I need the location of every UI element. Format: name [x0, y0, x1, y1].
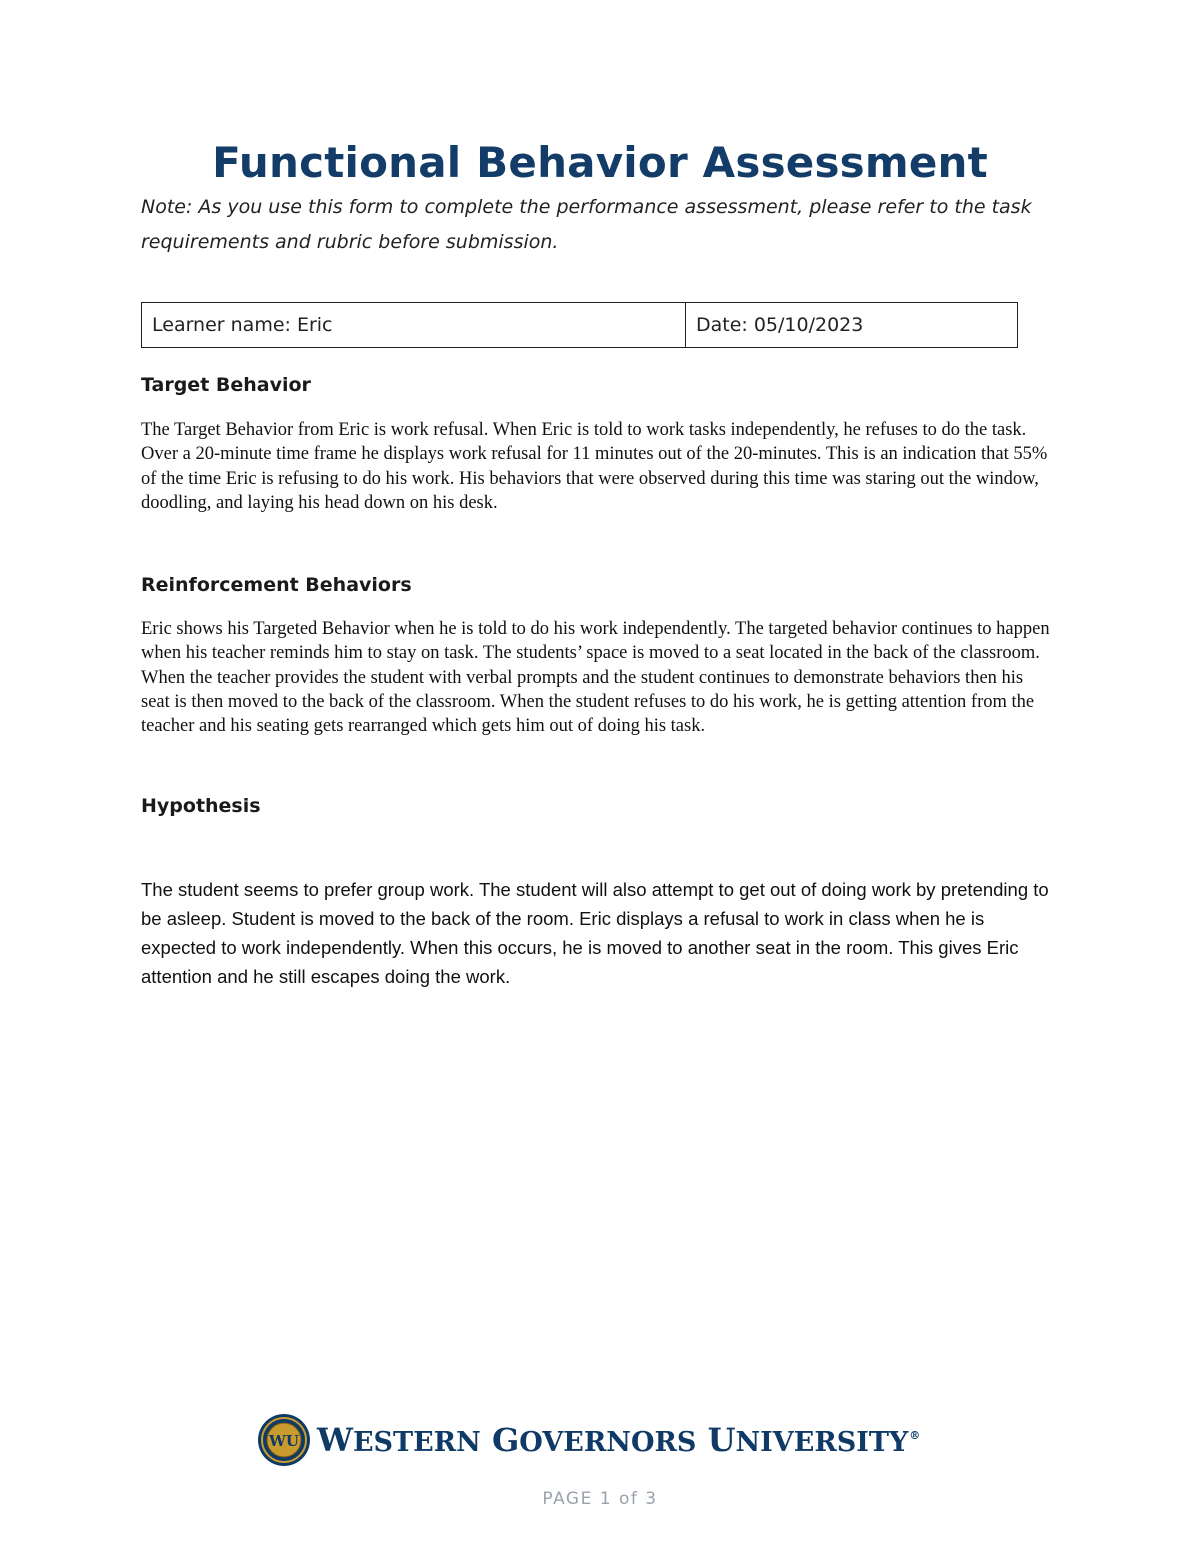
learner-name-value: Eric: [296, 314, 333, 336]
hypothesis-heading: Hypothesis: [141, 795, 261, 817]
page-title: Functional Behavior Assessment: [212, 138, 988, 187]
page-number: PAGE 1 of 3: [542, 1489, 658, 1509]
target-behavior-body: The Target Behavior from Eric is work refusal. When Eric is told to work tasks independently, he refuses to do the task. Over a 20-minute time frame he displays work refusal for 11 minutes out of the 20-minutes. This is an indication that 55% of the time Eric is refusing to do his work. His behaviors that were observed during this time was staring out the window, doodling, and laying his head down on his desk.: [141, 420, 1048, 513]
reinforcement-behaviors-heading: Reinforcement Behaviors: [141, 574, 412, 596]
learner-info-table: [141, 302, 1018, 348]
reinforcement-behaviors-body: Eric shows his Targeted Behavior when he is told to do his work independently. The targeted behavior continues to happen when his teacher reminds him to stay on task. The students’ space is moved to a seat located in the back of the classroom. When the teacher provides the student with verbal prompts and the student continues to demonstrate behaviors then his seat is then moved to the back of the classroom. When the student refuses to do his work, he is getting attention from the teacher and his seating gets rearranged which gets him out of doing his task.: [141, 619, 1050, 737]
university-wordmark: WESTERN GOVERNORS UNIVERSITY®: [317, 1421, 921, 1459]
university-seal-icon: [257, 1413, 311, 1467]
instruction-note: Note: As you use this form to complete the performance assessment, please refer to the task requirements and rubric before submission.: [141, 196, 1032, 253]
hypothesis-body: The student seems to prefer group work. The student will also attempt to get out of doing work by pretending to be asleep. Student is moved to the back of the room. Eric displays a refusal to work in class when he is expected to work independently. When this occurs, he is moved to another seat in the room. This gives Eric attention and he still escapes doing the work.: [141, 879, 1049, 987]
date-label: Date:: [696, 314, 748, 336]
target-behavior-heading: Target Behavior: [141, 374, 311, 396]
learner-name-cell: [142, 303, 686, 347]
seal-monogram: WU: [269, 1432, 299, 1450]
date-value: 05/10/2023: [753, 314, 864, 336]
wgu-logo: [257, 1410, 920, 1470]
learner-name-label: Learner name:: [152, 314, 291, 336]
date-cell: [686, 303, 1017, 347]
